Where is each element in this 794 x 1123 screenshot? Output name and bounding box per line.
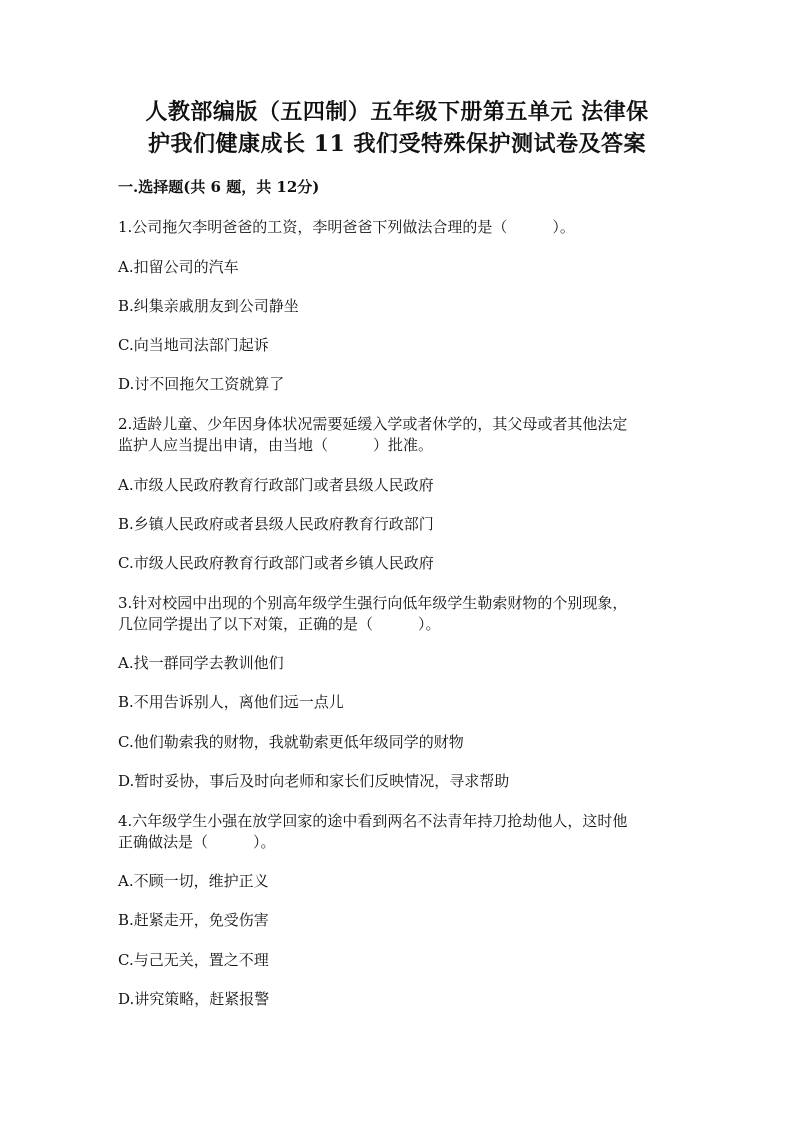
question-3-option-c: C.他们勒索我的财物，我就勒索更低年级同学的财物 <box>118 733 464 751</box>
question-2-option-a: A.市级人民政府教育行政部门或者县级人民政府 <box>118 476 434 494</box>
question-1-option-d: D.讨不回拖欠工资就算了 <box>118 375 285 393</box>
question-4-option-a: A.不顾一切，维护正义 <box>118 872 269 890</box>
question-3-option-b: B.不用告诉别人，离他们远一点儿 <box>118 693 344 711</box>
document-title <box>90 96 704 160</box>
question-2-stem-line-2: 监护人应当提出申请，由当地（ ）批准。 <box>118 436 434 454</box>
question-2-stem-line-1: 2.适龄儿童、少年因身体状况需要延缓入学或者休学的，其父母或者其他法定 <box>118 415 628 433</box>
question-4-option-b: B.赶紧走开，免受伤害 <box>118 911 269 929</box>
question-1-option-a: A.扣留公司的汽车 <box>118 258 239 276</box>
question-2-option-b: B.乡镇人民政府或者县级人民政府教育行政部门 <box>118 515 434 533</box>
question-3-option-a: A.找一群同学去教训他们 <box>118 654 284 672</box>
question-4-option-c: C.与己无关，置之不理 <box>118 951 269 969</box>
title-line-1: 人教部编版（五四制）五年级下册第五单元 法律保 <box>145 99 649 125</box>
title-line-2: 护我们健康成长 11 我们受特殊保护测试卷及答案 <box>148 131 646 157</box>
question-4-stem-line-2: 正确做法是（ ）。 <box>118 833 276 851</box>
question-4-stem-line-1: 4.六年级学生小强在放学回家的途中看到两名不法青年持刀抢劫他人，这时他 <box>118 812 628 830</box>
question-2-option-c: C.市级人民政府教育行政部门或者乡镇人民政府 <box>118 554 434 572</box>
question-1-option-b: B.纠集亲戚朋友到公司静坐 <box>118 297 299 315</box>
question-1-option-c: C.向当地司法部门起诉 <box>118 336 269 354</box>
question-3-stem-line-1: 3.针对校园中出现的个别高年级学生强行向低年级学生勒索财物的个别现象， <box>118 594 628 612</box>
section-heading: 一.选择题(共 6 题，共 12分) <box>118 178 320 196</box>
question-3-option-d: D.暂时妥协，事后及时向老师和家长们反映情况，寻求帮助 <box>118 772 510 790</box>
question-3-stem-line-2: 几位同学提出了以下对策，正确的是（ ）。 <box>118 615 441 633</box>
question-1-stem: 1.公司拖欠李明爸爸的工资，李明爸爸下列做法合理的是（ ）。 <box>118 218 575 236</box>
question-4-option-d: D.讲究策略，赶紧报警 <box>118 990 270 1008</box>
